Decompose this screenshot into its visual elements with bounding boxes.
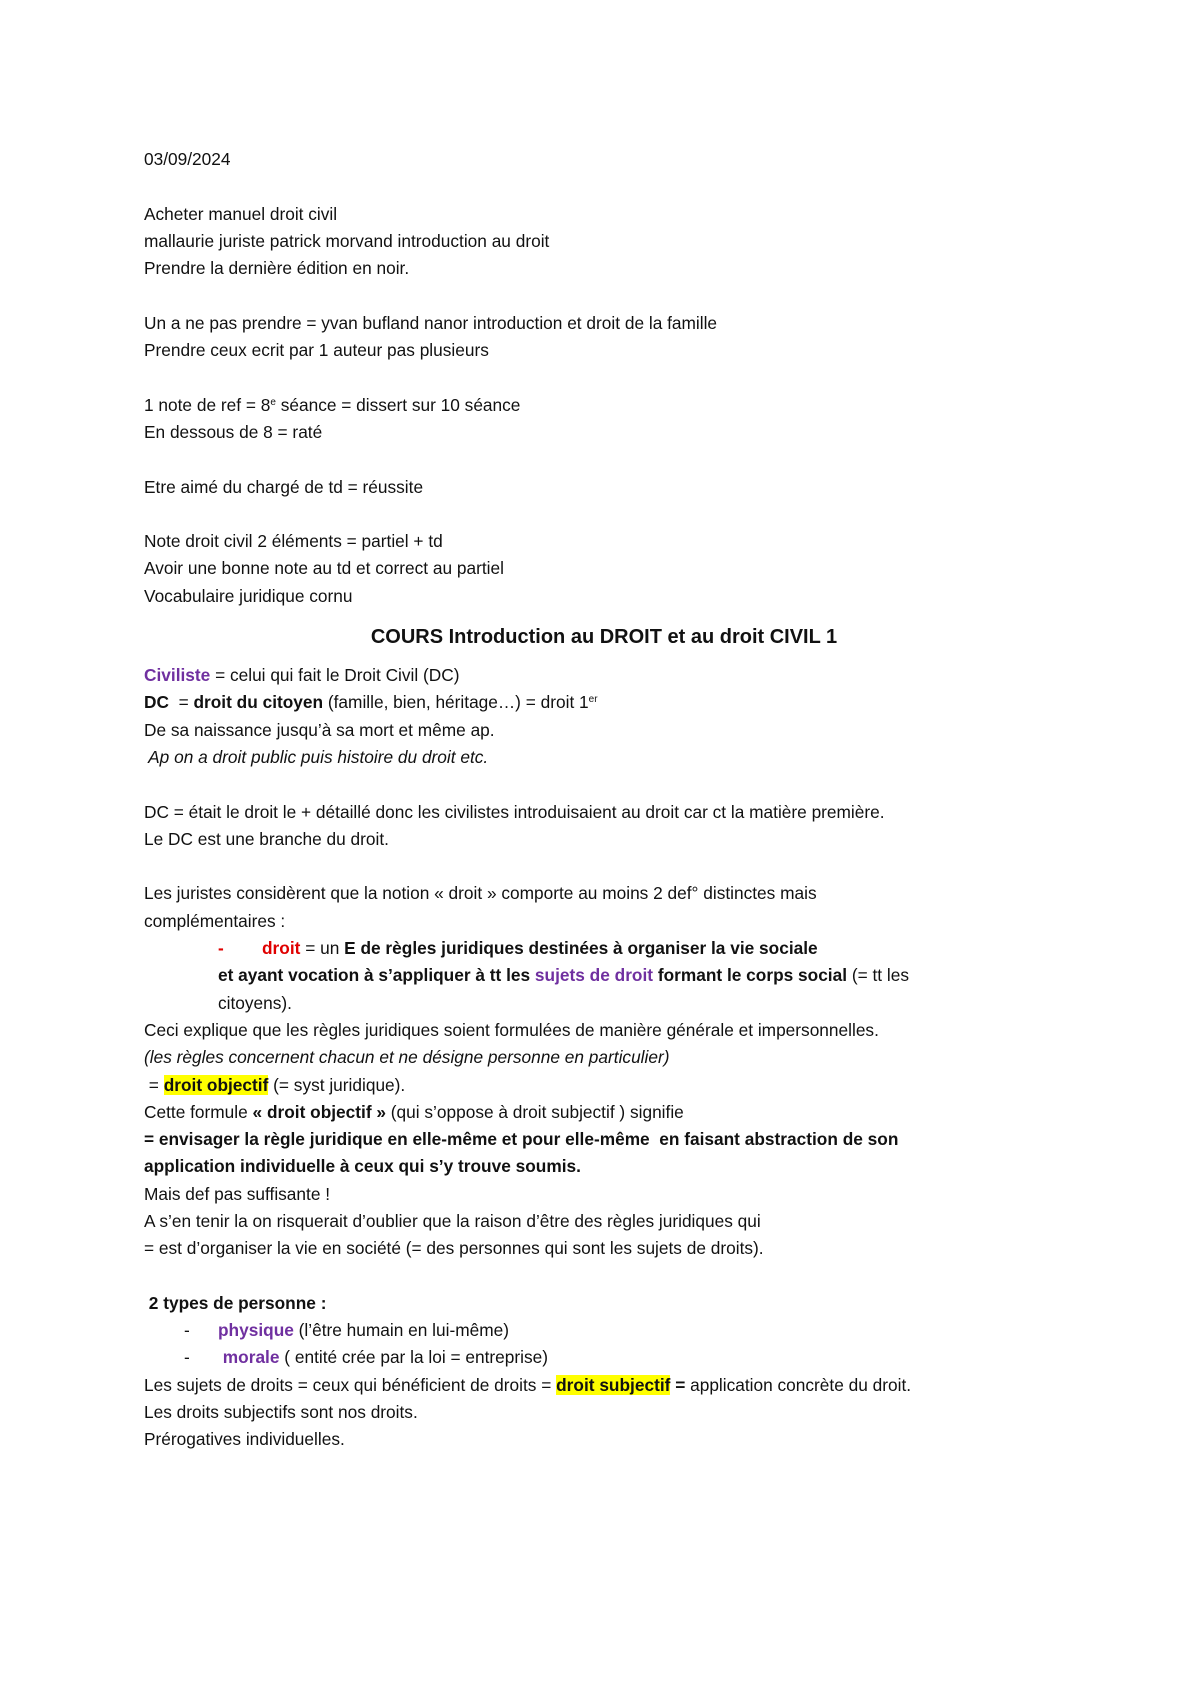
text-line-italic: (les règles concernent chacun et ne désigne personne en particulier) [144, 1047, 670, 1068]
date: 03/09/2024 [144, 149, 231, 169]
definition-dc: DC = droit du citoyen (famille, bien, héritage…) = droit 1er [144, 692, 598, 713]
text-line: Le DC est une branche du droit. [144, 828, 389, 849]
bullet-continuation: citoyens). [218, 992, 292, 1013]
document-page [144, 146, 1064, 1454]
note-line: 1 note de ref = $8^e$ séance = dissert sur 10 séance [144, 394, 521, 415]
bullet-continuation: et ayant vocation à s’appliquer à tt les sujets de droit formant le corps social (= tt les [218, 965, 909, 986]
text-line: DC = était le droit le + détaillé donc les civilistes introduisaient au droit car ct la matière première. [144, 801, 885, 822]
text-line: Ceci explique que les règles juridiques soient formulées de manière générale et impersonnelles. [144, 1019, 879, 1040]
definition-civiliste: Civiliste = celui qui fait le Droit Civil (DC) [144, 665, 460, 686]
note-line: En dessous de 8 = raté [144, 421, 323, 442]
droit-subjectif-line: Les sujets de droits = ceux qui bénéficient de droits = droit subjectif = application concrète du droit. [144, 1374, 912, 1395]
note-line: Etre aimé du chargé de td = réussite [144, 476, 424, 497]
list-item: - morale ( entité crée par la loi = entreprise) [184, 1347, 548, 1368]
note-line: Prendre ceux ecrit par 1 auteur pas plusieurs [144, 340, 489, 361]
list-item: - physique (l’être humain en lui-même) [184, 1320, 509, 1341]
note-line: Avoir une bonne note au td et correct au partiel [144, 558, 504, 579]
text-line: Cette formule « droit objectif » (qui s’oppose à droit subjectif ) signifie [144, 1101, 684, 1122]
note-line: Vocabulaire juridique cornu [144, 585, 353, 606]
droit-objectif-line: = droit objectif (= syst juridique). [144, 1074, 406, 1095]
text-line-bold: application individuelle à ceux qui s’y trouve soumis. [144, 1156, 581, 1177]
text-line: complémentaires : [144, 910, 286, 931]
section-heading: 2 types de personne : [144, 1292, 327, 1313]
text-line: Les juristes considèrent que la notion « droit » comporte au moins 2 def° distinctes mais [144, 883, 817, 904]
course-title: COURS Introduction au DROIT et au droit CIVIL 1 [370, 626, 838, 649]
text-line: = est d’organiser la vie en société (= des personnes qui sont les sujets de droits). [144, 1238, 764, 1259]
note-line: Prendre la dernière édition en noir. [144, 258, 410, 279]
text-line-bold: = envisager la règle juridique en elle-même et pour elle-même en faisant abstraction de son [144, 1129, 899, 1150]
text-line: Les droits subjectifs sont nos droits. [144, 1402, 418, 1423]
note-line: Note droit civil 2 éléments = partiel + td [144, 531, 443, 552]
text-line: De sa naissance jusqu’à sa mort et même ap. [144, 719, 495, 740]
text-line: Prérogatives individuelles. [144, 1429, 345, 1450]
note-line: Acheter manuel droit civil [144, 203, 338, 224]
text-line-italic: Ap on a droit public puis histoire du droit etc. [144, 746, 489, 767]
bullet-droit: - droit = un E de règles juridiques destinées à organiser la vie sociale [218, 938, 818, 959]
note-line: mallaurie juriste patrick morvand introduction au droit [144, 230, 550, 251]
note-line: Un a ne pas prendre = yvan bufland nanor introduction et droit de la famille [144, 312, 718, 333]
text-line: Mais def pas suffisante ! [144, 1183, 331, 1204]
text-line: A s’en tenir la on risquerait d’oublier que la raison d’être des règles juridiques qui [144, 1210, 761, 1231]
